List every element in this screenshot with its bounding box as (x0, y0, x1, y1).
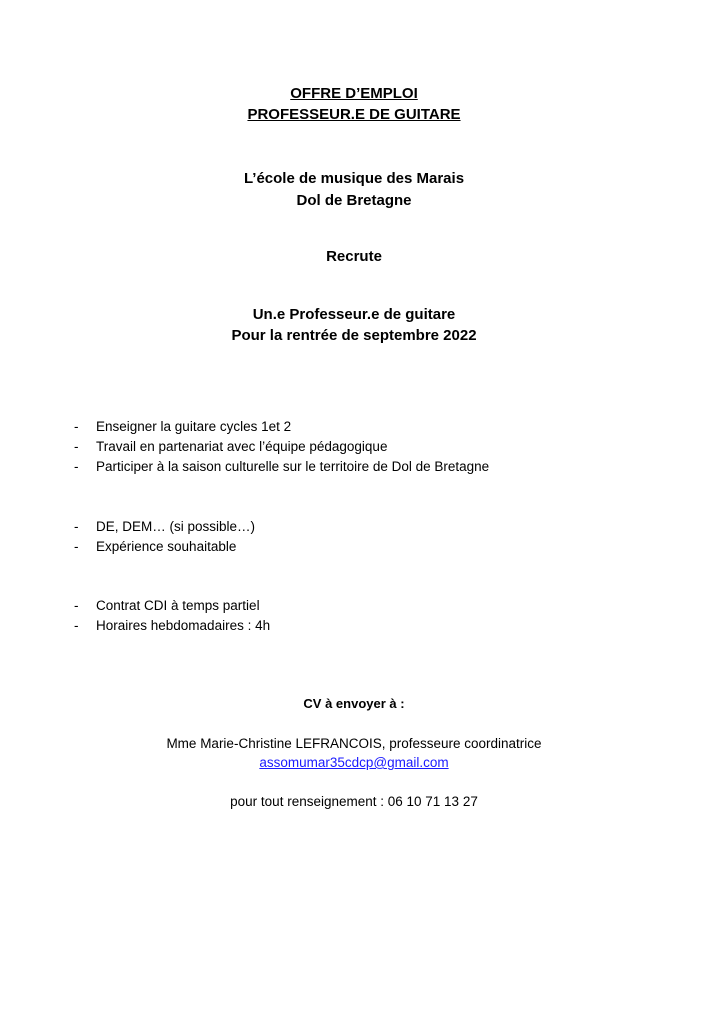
school-town: Dol de Bretagne (296, 192, 412, 209)
recruits-heading: Recrute (326, 248, 382, 265)
list-item (0, 517, 255, 537)
school-name: L’école de musique des Marais (243, 170, 465, 187)
bullet-dash: - (74, 618, 79, 633)
bullet-dash: - (74, 419, 79, 434)
contact-email-line (0, 753, 708, 773)
list-item (0, 616, 270, 636)
list-item-text: Participer à la saison culturelle sur le territoire de Dol de Bretagne (96, 459, 490, 474)
bullet-dash: - (74, 598, 79, 613)
bullet-dash: - (74, 459, 79, 474)
list-item-text: Horaires hebdomadaires : 4h (96, 618, 271, 633)
list-item (0, 417, 489, 437)
list-item (0, 596, 270, 616)
position-line-1: Un.e Professeur.e de guitare (252, 306, 456, 323)
list-item-text: Enseigner la guitare cycles 1et 2 (96, 419, 292, 434)
list-item (0, 537, 255, 557)
list-item-text: Contrat CDI à temps partiel (96, 598, 260, 613)
bullet-dash: - (74, 519, 79, 534)
cv-label: CV à envoyer à : (303, 696, 405, 711)
contact-name: Mme Marie-Christine LEFRANCOIS, professeure coordinatrice (166, 736, 542, 751)
title-line-1: OFFRE D’EMPLOI (290, 85, 418, 102)
info-phone: pour tout renseignement : 06 10 71 13 27 (230, 794, 478, 809)
bullet-dash: - (74, 539, 79, 554)
bullet-dash: - (74, 439, 79, 454)
requirements-list (0, 517, 255, 557)
conditions-list (0, 596, 270, 636)
missions-list (0, 417, 489, 477)
position-line-2: Pour la rentrée de septembre 2022 (231, 327, 477, 344)
list-item-text: Expérience souhaitable (96, 539, 237, 554)
list-item-text: Travail en partenariat avec l’équipe pédagogique (96, 439, 388, 454)
list-item-text: DE, DEM… (si possible…) (96, 519, 256, 534)
list-item (0, 437, 489, 457)
title-line-2: PROFESSEUR.E DE GUITARE (247, 106, 461, 123)
list-item (0, 457, 489, 477)
email-link[interactable]: assomumar35cdcp@gmail.com (259, 755, 449, 770)
